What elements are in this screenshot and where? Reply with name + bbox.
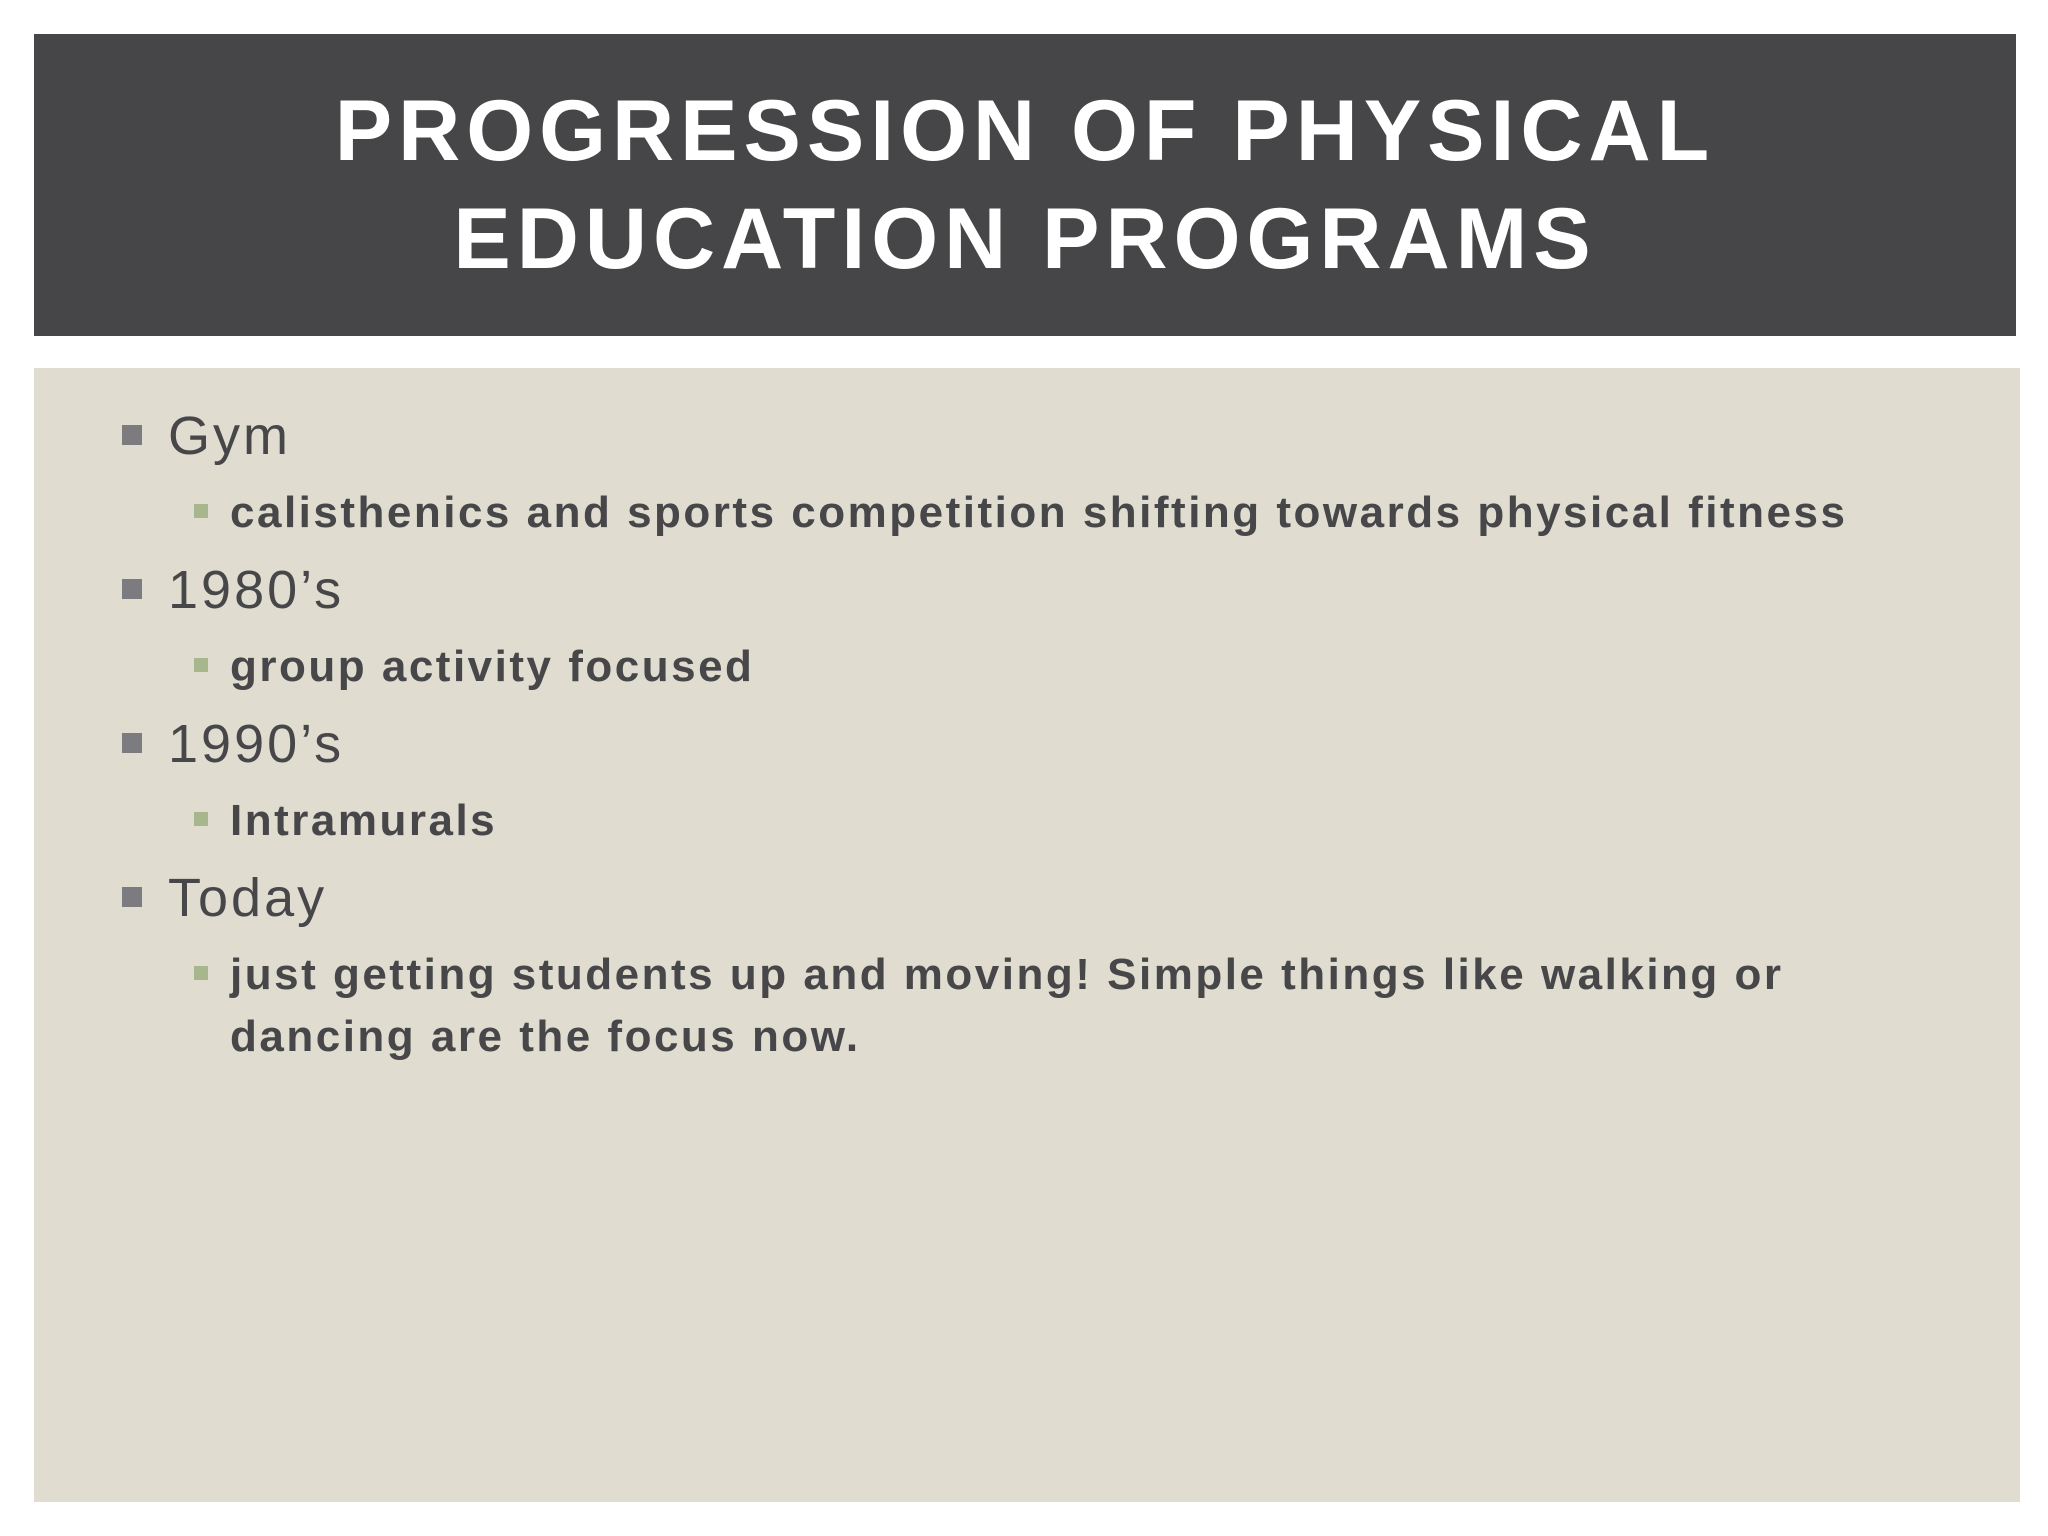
bullet-list — [34, 398, 2020, 1076]
sub-bullet-label: group activity focused — [230, 642, 755, 691]
sub-bullet-item — [168, 628, 2020, 706]
bullet-label: Gym — [168, 406, 291, 466]
square-sub-bullet-icon — [194, 966, 208, 980]
title-bar — [34, 34, 2016, 336]
square-sub-bullet-icon — [194, 812, 208, 826]
content-area — [34, 368, 2020, 1502]
square-bullet-icon — [122, 425, 142, 445]
sub-bullet-item — [168, 782, 2020, 860]
sub-bullet-list — [168, 628, 2020, 706]
square-bullet-icon — [122, 733, 142, 753]
square-bullet-icon — [122, 887, 142, 907]
sub-bullet-item — [168, 474, 2020, 552]
square-bullet-icon — [122, 579, 142, 599]
bullet-item-today — [34, 860, 2020, 1076]
bullet-label: 1990’s — [168, 714, 345, 774]
bullet-item-1990s — [34, 706, 2020, 860]
sub-bullet-list — [168, 936, 2020, 1076]
bullet-item-1980s — [34, 552, 2020, 706]
square-sub-bullet-icon — [194, 504, 208, 518]
bullet-label: 1980’s — [168, 560, 345, 620]
sub-bullet-label: calisthenics and sports competition shifting towards physical fitness — [230, 488, 1848, 537]
sub-bullet-list — [168, 474, 2020, 552]
sub-bullet-label: just getting students up and moving! Simple things like walking or dancing are the focus now. — [230, 950, 1784, 1061]
sub-bullet-label: Intramurals — [230, 796, 498, 845]
bullet-label: Today — [168, 868, 328, 928]
sub-bullet-item — [168, 936, 2020, 1076]
sub-bullet-list — [168, 782, 2020, 860]
square-sub-bullet-icon — [194, 658, 208, 672]
slide-title: PROGRESSION OF PHYSICAL EDUCATION PROGRAMS — [334, 83, 1716, 287]
bullet-item-gym — [34, 398, 2020, 552]
